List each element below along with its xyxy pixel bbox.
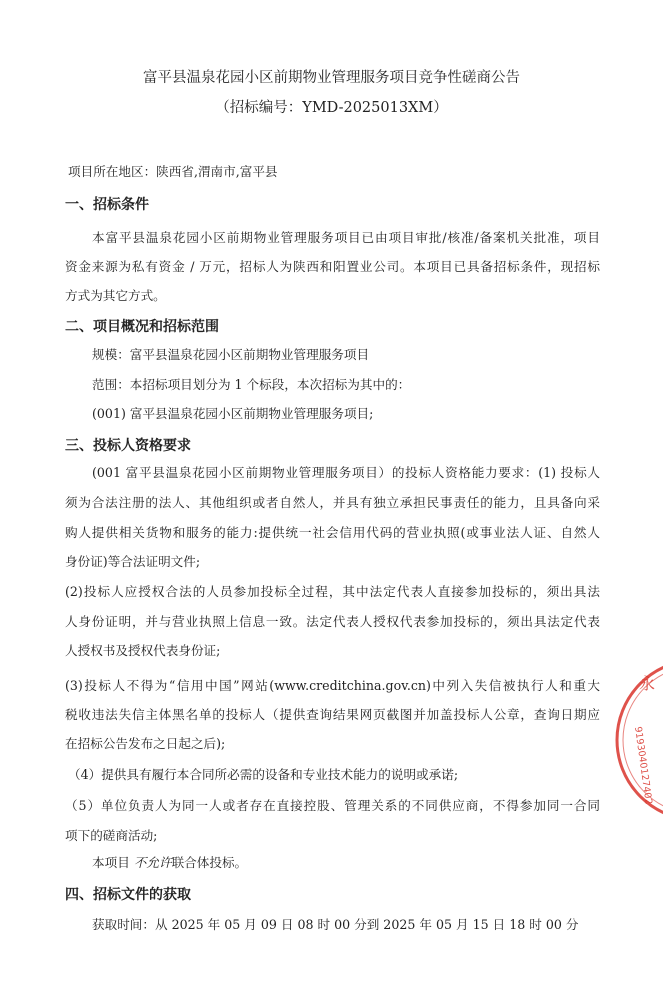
section-2-line: 范围：本招标项目划分为 1 个标段，本次招标为其中的： bbox=[92, 377, 411, 392]
section-3-line: 人授权书及授权代表身份证; bbox=[65, 643, 221, 658]
consortium-note-pre: 本项目 bbox=[92, 855, 134, 870]
section-3-line: 身份证)等合法证明文件; bbox=[65, 554, 201, 569]
section-3-heading: 三、投标人资格要求 bbox=[65, 438, 191, 454]
section-3-line: 在招标公告发布之日起之后); bbox=[65, 736, 226, 751]
section-3-line: 须为合法注册的法人、其他组织或者自然人，并具有独立承担民事责任的能力，且具备向采 bbox=[65, 495, 600, 510]
section-1-line: 本富平县温泉花园小区前期物业管理服务项目已由项目审批/核准/备案机关批准，项目 bbox=[92, 230, 600, 245]
section-3-line: (001 富平县温泉花园小区前期物业管理服务项目）的投标人资格能力要求：(1) 投标人 bbox=[92, 465, 600, 480]
consortium-note-post: 联合体投标。 bbox=[171, 855, 248, 870]
section-1-line: 资金来源为私有资金 / 万元，招标人为陕西和阳置业公司。本项目已具备招标条件，现招标 bbox=[65, 259, 600, 274]
section-3-line: （4）提供具有履行本合同所必需的设备和专业技术能力的说明或承诺; bbox=[68, 767, 459, 782]
section-4-line: 获取时间：从 2025 年 05 月 09 日 08 时 00 分到 2025 年 05 月 15 日 18 时 00 分 bbox=[92, 917, 579, 932]
page-title: 富平县温泉花园小区前期物业管理服务项目竞争性磋商公告 bbox=[143, 70, 520, 86]
project-region: 项目所在地区：陕西省,渭南市,富平县 bbox=[68, 164, 278, 179]
seal-number: 9193040127402 bbox=[632, 725, 654, 806]
section-3-line: （5）单位负责人为同一人或者存在直接控股、管理关系的不同供应商，不得参加同一合同 bbox=[65, 798, 600, 813]
seal-char: 永 bbox=[639, 674, 656, 693]
section-2-heading: 二、项目概况和招标范围 bbox=[65, 319, 219, 335]
section-1-heading: 一、招标条件 bbox=[65, 197, 149, 213]
section-3-line: (2)投标人应授权合法的人员参加投标全过程，其中法定代表人直接参加投标的，须出具法 bbox=[65, 584, 600, 599]
section-4-heading: 四、招标文件的获取 bbox=[65, 887, 191, 903]
section-3-line: 人身份证明，并与营业执照上信息一致。法定代表人授权代表参加投标的，须出具法定代表 bbox=[65, 614, 600, 629]
section-2-line: (001) 富平县温泉花园小区前期物业管理服务项目; bbox=[92, 406, 374, 421]
section-2-line: 规模：富平县温泉花园小区前期物业管理服务项目 bbox=[92, 347, 370, 362]
section-3-line: 税收违法失信主体黑名单的投标人（提供查询结果网页截图并加盖投标人公章，查询日期应 bbox=[65, 707, 600, 722]
consortium-note bbox=[92, 854, 247, 872]
section-3-line: 购人提供相关货物和服务的能力:提供统一社会信用代码的营业执照(或事业法人证、自然人 bbox=[65, 525, 600, 540]
tender-number: （招标编号：YMD-2025013XM） bbox=[215, 100, 448, 116]
section-1-line: 方式为其它方式。 bbox=[65, 288, 166, 303]
consortium-note-emphasis: 不允许 bbox=[133, 855, 172, 870]
section-3-line: (3)投标人不得为“信用中国”网站(www.creditchina.gov.cn)中列入失信被执行人和重大 bbox=[65, 678, 600, 693]
red-seal-stamp bbox=[605, 655, 663, 825]
section-3-line: 项下的磋商活动; bbox=[65, 828, 158, 843]
